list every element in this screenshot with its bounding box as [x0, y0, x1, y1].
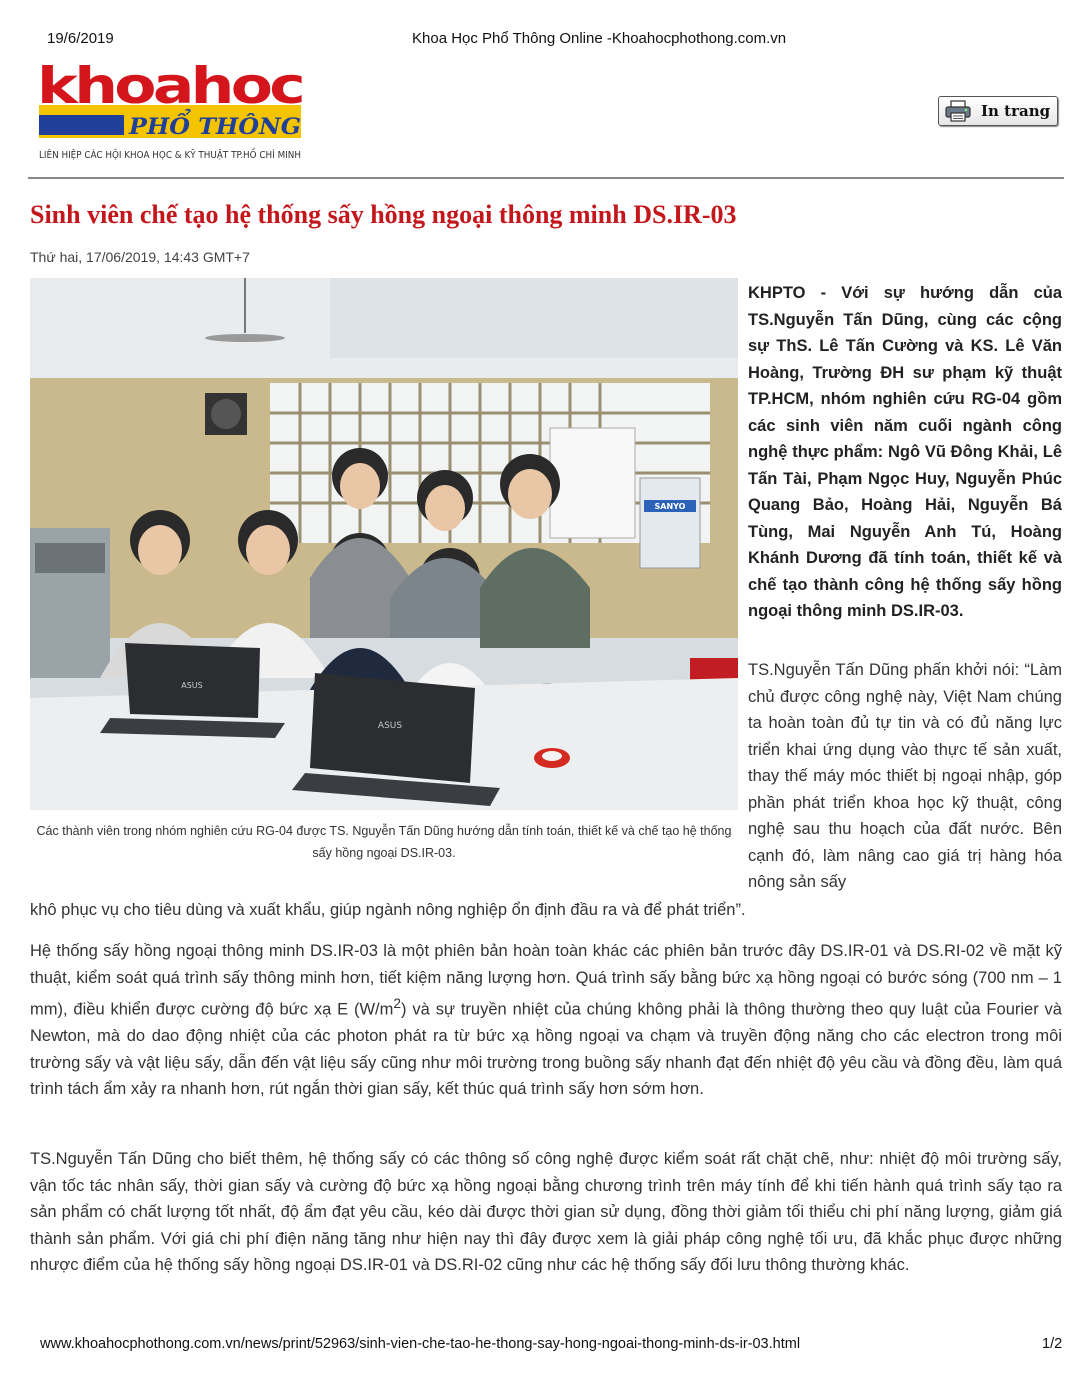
page-number: 1/2 [1042, 1336, 1063, 1352]
footer-url: www.khoahocphothong.com.vn/news/print/52963/sinh-vien-che-tao-he-thong-say-hong-ngoai-thong-minh-ds-ir-03.html [40, 1336, 801, 1352]
paragraph-text: ) và sự truyền nhiệt của chúng không phải là thông thường theo quy luật của Fourier và Newton, mà do dao động nhiệt của các photon phát ra từ bức xạ hồng ngoại va chạm và truyền động năng cho các electron trong môi trường sấy và vật liệu sấy, dẫn đến vật liệu sấy cũng như môi trường trong buồng sấy nhanh đạt đến nhiệt độ yêu cầu và đồng đều, làm quá trình tách ẩm xảy ra nhanh hơn, rút ngắn thời gian sấy, kết thúc quá trình sấy hơn sớm hơn. [30, 1000, 1062, 1098]
print-page-title: Khoa Học Phổ Thông Online -Khoahocphothong.com.vn [412, 30, 787, 47]
print-header [0, 28, 1092, 50]
article-photo [30, 278, 738, 810]
laptop-brand-right: ASUS [377, 721, 403, 731]
quote-paragraph: TS.Nguyễn Tấn Dũng phấn khởi nói: “Làm chủ được công nghệ này, Việt Nam chúng ta hoàn toàn đủ tự tin và có đủ năng lực triển khai ứng dụng vào thực tế sản xuất, thay thế máy móc thiết bị ngoại nhập, góp phần phát triển khoa học kỹ thuật, công nghệ sau thu hoạch của đất nước. Bên cạnh đó, làm nâng cao giá trị hàng hóa nông sản sấy [748, 661, 1062, 891]
superscript-exponent: 2 [393, 996, 402, 1011]
body-paragraph-technology [30, 938, 1062, 1103]
body-paragraph-parameters: TS.Nguyễn Tấn Dũng cho biết thêm, hệ thống sấy có các thông số công nghệ được kiểm soát rất chặt chẽ, như: nhiệt độ môi trường sấy, vận tốc tác nhân sấy, thời gian sấy và cường độ bức xạ hồng ngoại bằng chương trình trên máy tính để khi tiến hành quá trình sấy tạo ra sản phẩm có chất lượng tốt nhất, độ ẩm đạt yêu cầu, kéo dài được thời gian sử dụng, đồng thời giảm tối thiểu chi phí năng lượng, giảm giá thành sản phẩm. Với giá chi phí điện năng tăng như hiện nay thì đây được xem là giải pháp công nghệ tối ưu, đã khắc phục được những nhược điểm của hệ thống sấy hồng ngoại DS.IR-01 và DS.RI-02 cũng như các hệ thống sấy đối lưu thông thường khác. [30, 1150, 1062, 1274]
print-page-button[interactable] [938, 96, 1058, 126]
header-divider [28, 177, 1064, 179]
print-button-label: In trang [981, 102, 1051, 120]
logo-main-text: khoahoc [37, 57, 303, 115]
article-lead: KHPTO - Với sự hướng dẫn của TS.Nguyễn Tấn Dũng, cùng các cộng sự ThS. Lê Tấn Cường và KS. Lê Văn Hoàng, Trường ĐH sư phạm kỹ thuật TP.HCM, nhóm nghiên cứu RG-04 gồm các sinh viên năm cuối ngành công nghệ thực phẩm: Ngô Vũ Đông Khải, Lê Tấn Tài, Phạm Ngọc Huy, Nguyễn Phúc Quang Bảo, Hoàng Hải, Nguyễn Bá Tùng, Mai Nguyễn Anh Tú, Hoàng Khánh Dương đã tính toán, thiết kế và chế tạo thành công hệ thống sấy hồng ngoại thông minh DS.IR-03. [748, 284, 1062, 620]
print-date: 19/6/2019 [47, 30, 114, 47]
paragraph-text: Hệ thống sấy hồng ngoại thông minh DS.IR-03 là một phiên bản hoàn toàn khác các phiên bản trước đây DS.IR-01 và DS.RI-02 về mặt kỹ thuật, kiểm soát quá trình sấy thông minh hơn, tiết kiệm năng lượng hơn. Quá trình sấy bằng bức xạ hồng ngoại có bước sóng (700 nm – 1 mm), điều khiển được cường độ bức xạ E (W/m [30, 942, 1062, 1019]
logo-graphic [37, 57, 312, 169]
laptop-brand-left: ASUS [181, 681, 203, 690]
site-logo[interactable] [37, 57, 312, 169]
logo-sub-text: PHỔ THÔNG [129, 114, 289, 140]
article-date: Thứ hai, 17/06/2019, 14:43 GMT+7 [30, 249, 250, 265]
quote-paragraph-continued: khô phục vụ cho tiêu dùng và xuất khẩu, giúp ngành nông nghiệp ổn định đầu ra và để phát triển”. [30, 901, 746, 919]
printer-icon [945, 100, 971, 122]
appliance-brand: SANYO [654, 502, 686, 511]
article-title: Sinh viên chế tạo hệ thống sấy hồng ngoại thông minh DS.IR-03 [30, 200, 737, 229]
logo-tagline: LIÊN HIỆP CÁC HỘI KHOA HỌC & KỸ THUẬT TP.HỒ CHÍ MINH [39, 150, 294, 161]
photo-caption: Các thành viên trong nhóm nghiên cứu RG-04 được TS. Nguyễn Tấn Dũng hướng dẫn tính toán, thiết kế và chế tạo hệ thống sấy hồng ngoại DS.IR-03. [36, 824, 732, 860]
